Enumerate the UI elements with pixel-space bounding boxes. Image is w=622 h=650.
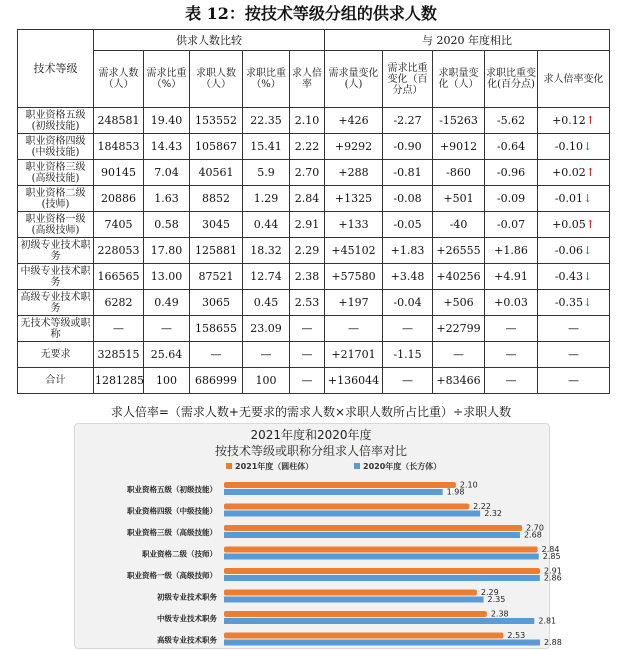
table-cell: -0.04: [383, 290, 433, 316]
bar-2021: [224, 504, 469, 510]
table-cell: -0.09: [485, 186, 538, 212]
table-row: [18, 316, 610, 342]
table-cell: 153552: [190, 108, 243, 134]
arrow-down-icon: ↓: [583, 295, 593, 309]
table-cell: -0.90: [383, 134, 433, 160]
table-cell: 1.29: [243, 186, 290, 212]
bar-2020: [224, 489, 443, 495]
data-label: 2.22: [473, 502, 491, 511]
table-cell: 90145: [94, 160, 144, 186]
bar-2021: [224, 525, 522, 531]
data-label: 2.81: [538, 616, 557, 626]
table-cell: —: [290, 316, 325, 342]
table-cell: 2.70: [290, 160, 325, 186]
table-cell: —: [538, 316, 610, 342]
table-cell: 23.09: [243, 316, 290, 342]
table-cell: 248581: [94, 108, 144, 134]
table-cell: -0.96: [485, 160, 538, 186]
page-title: 表 12：按技术等级分组的供求人数: [185, 4, 437, 23]
data-label: 2.70: [526, 523, 544, 533]
table-cell: 100: [144, 368, 190, 394]
table-cell: +136044: [325, 368, 383, 394]
table-cell: +3.48: [383, 264, 433, 290]
table-cell: +1.86: [485, 238, 538, 264]
table-cell: -1.15: [383, 342, 433, 368]
table-cell: 0.49: [144, 290, 190, 316]
column-header: 需求人数（人）: [94, 51, 144, 108]
table-cell: +506: [433, 290, 485, 316]
table-cell: 0.58: [144, 212, 190, 238]
legend-label: 2020年度（长方体）: [363, 462, 442, 471]
table-cell: +1325: [325, 186, 383, 212]
group-header-comparison: 供求人数比较: [94, 30, 325, 51]
category-label: 高级专业技术职务: [157, 635, 217, 645]
arrow-down-icon: ↓: [583, 139, 593, 153]
table-cell: +197: [325, 290, 383, 316]
table-cell: -40: [433, 212, 485, 238]
arrow-down-icon: ↓: [583, 269, 593, 283]
table-cell: -15263: [433, 108, 485, 134]
table-cell: 15.41: [243, 134, 290, 160]
table-cell: 7405: [94, 212, 144, 238]
table-cell: 19.40: [144, 108, 190, 134]
table-cell: 3065: [190, 290, 243, 316]
bar-2021: [224, 633, 503, 639]
bar-2020: [224, 640, 540, 646]
table-cell: -0.01↓: [538, 186, 610, 212]
table-cell: +9292: [325, 134, 383, 160]
table-row: [18, 264, 610, 290]
table-cell: +288: [325, 160, 383, 186]
table-cell: +0.03: [485, 290, 538, 316]
data-label: 2.38: [490, 609, 509, 619]
table-cell: 17.80: [144, 238, 190, 264]
data-label: 2.29: [480, 588, 499, 597]
row-label: 初级专业技术职务: [18, 238, 94, 264]
bar-2020: [224, 511, 480, 517]
table-cell: +0.12↑: [538, 108, 610, 134]
table-cell: 3045: [190, 212, 243, 238]
table-cell: +426: [325, 108, 383, 134]
table-cell: —: [485, 368, 538, 394]
table-cell: —: [383, 368, 433, 394]
column-header: 需求量变化(人): [325, 51, 383, 108]
group-header-vs-2020: 与 2020 年度相比: [325, 30, 610, 51]
bar-2020: [224, 532, 520, 538]
column-header: 求职比重（%）: [243, 51, 290, 108]
bar-2021: [224, 568, 540, 574]
table-cell: 8852: [190, 186, 243, 212]
table-cell: —: [290, 368, 325, 394]
table-cell: +133: [325, 212, 383, 238]
formula-note: 求人倍率=（需求人数+无要求的需求人数×求职人数所占比重）÷求职人数: [110, 405, 512, 419]
table-cell: 7.04: [144, 160, 190, 186]
table-cell: 25.64: [144, 342, 190, 368]
table-cell: 158655: [190, 316, 243, 342]
row-label: 无要求: [18, 342, 94, 368]
table-cell: —: [290, 342, 325, 368]
table-cell: 12.74: [243, 264, 290, 290]
bar-2021: [224, 590, 477, 596]
table-cell: 2.10: [290, 108, 325, 134]
table-cell: 87521: [190, 264, 243, 290]
supply-demand-table: [17, 29, 610, 394]
table-cell: —: [433, 342, 485, 368]
table-cell: 13.00: [144, 264, 190, 290]
arrow-up-icon: ↑: [585, 165, 595, 179]
category-label: 中级专业技术职务: [157, 614, 217, 623]
category-label: 职业资格一级（高级技师）: [127, 571, 217, 580]
table-row: [18, 108, 610, 134]
data-label: 2.88: [544, 638, 562, 647]
table-cell: -0.10↓: [538, 134, 610, 160]
table-cell: -860: [433, 160, 485, 186]
chart-title: 2021年度和2020年度: [250, 428, 372, 442]
table-cell: —: [485, 316, 538, 342]
table-cell: +22799: [433, 316, 485, 342]
column-header: 需求比重（%）: [144, 51, 190, 108]
table-cell: -0.35↓: [538, 290, 610, 316]
arrow-down-icon: ↓: [583, 191, 593, 205]
table-cell: 20886: [94, 186, 144, 212]
table-cell: 184853: [94, 134, 144, 160]
table-cell: -0.43↓: [538, 264, 610, 290]
table-cell: —: [325, 316, 383, 342]
data-label: 2.32: [484, 509, 503, 518]
table-cell: -5.62: [485, 108, 538, 134]
row-label: 职业资格四级(中级技能): [18, 134, 94, 160]
data-label: 2.53: [507, 631, 526, 640]
table-cell: 2.84: [290, 186, 325, 212]
table-row: [18, 212, 610, 238]
bar-2021: [224, 547, 538, 553]
row-label: 中级专业技术职务: [18, 264, 94, 290]
bar-2020: [224, 554, 539, 560]
legend-label: 2021年度（圆柱体）: [235, 462, 314, 471]
category-label: 职业资格二级（技师）: [142, 549, 217, 559]
row-header: 技术等级: [18, 30, 94, 108]
table-row: [18, 342, 610, 368]
table-cell: 228053: [94, 238, 144, 264]
table-cell: 1.63: [144, 186, 190, 212]
table-cell: +26555: [433, 238, 485, 264]
table-cell: -0.81: [383, 160, 433, 186]
table-cell: +83466: [433, 368, 485, 394]
legend-swatch: [226, 463, 232, 469]
table-cell: -0.64: [485, 134, 538, 160]
table-row: [18, 238, 610, 264]
table-cell: 105867: [190, 134, 243, 160]
legend-swatch: [354, 463, 360, 469]
table-cell: 1281285: [94, 368, 144, 394]
row-label: 职业资格三级(高级技能): [18, 160, 94, 186]
data-label: 2.84: [541, 545, 560, 554]
column-header: 求职量变化（人）: [433, 51, 485, 108]
column-header: 求人倍率变化: [538, 51, 610, 108]
chart-subtitle: 按技术等级或职称分组求人倍率对比: [214, 444, 408, 458]
table-cell: -0.08: [383, 186, 433, 212]
table-cell: +57580: [325, 264, 383, 290]
arrow-up-icon: ↑: [585, 217, 595, 231]
bar-2021: [224, 482, 456, 488]
table-row: [18, 160, 610, 186]
table-cell: 2.91: [290, 212, 325, 238]
table-cell: 0.45: [243, 290, 290, 316]
category-label: 初级专业技术职务: [157, 592, 217, 602]
arrow-down-icon: ↓: [583, 243, 593, 257]
row-label: 合计: [18, 368, 94, 394]
table-row: [18, 290, 610, 316]
table-cell: 6282: [94, 290, 144, 316]
column-header: 需求比重变化（百分点）: [383, 51, 433, 108]
table-cell: +9012: [433, 134, 485, 160]
data-label: 2.68: [523, 530, 542, 540]
table-cell: 2.53: [290, 290, 325, 316]
table-cell: -0.06↓: [538, 238, 610, 264]
data-label: 1.98: [446, 487, 465, 497]
column-header: 求人倍率: [290, 51, 325, 108]
table-cell: —: [538, 368, 610, 394]
table-cell: +1.83: [383, 238, 433, 264]
row-label: 职业资格二级(技师): [18, 186, 94, 212]
data-label: 2.35: [487, 595, 506, 604]
arrow-up-icon: ↑: [585, 113, 595, 127]
table-cell: 686999: [190, 368, 243, 394]
row-label: 职业资格五级(初级技能): [18, 108, 94, 134]
table-cell: -0.07: [485, 212, 538, 238]
column-header: 求职人数（人）: [190, 51, 243, 108]
table-cell: 18.32: [243, 238, 290, 264]
row-label: 高级专业技术职务: [18, 290, 94, 316]
bar-2020: [224, 575, 540, 581]
table-row: [18, 186, 610, 212]
table-cell: 0.44: [243, 212, 290, 238]
table-cell: 2.29: [290, 238, 325, 264]
table-cell: 100: [243, 368, 290, 394]
table-cell: —: [538, 342, 610, 368]
category-label: 职业资格四级（中级技能）: [127, 506, 217, 516]
table-cell: —: [190, 342, 243, 368]
table-cell: +40256: [433, 264, 485, 290]
table-cell: -0.05: [383, 212, 433, 238]
table-cell: 40561: [190, 160, 243, 186]
bar-2021: [224, 611, 487, 617]
table-cell: 2.38: [290, 264, 325, 290]
ratio-comparison-chart: [74, 423, 562, 647]
table-cell: —: [94, 316, 144, 342]
table-cell: +501: [433, 186, 485, 212]
table-cell: +21701: [325, 342, 383, 368]
data-label: 2.86: [543, 573, 562, 583]
table-cell: 22.35: [243, 108, 290, 134]
table-row: [18, 134, 610, 160]
bar-2020: [224, 618, 534, 624]
table-cell: +0.05↑: [538, 212, 610, 238]
table-cell: —: [144, 316, 190, 342]
data-label: 2.10: [459, 480, 478, 490]
table-cell: 125881: [190, 238, 243, 264]
bar-2020: [224, 597, 484, 603]
table-cell: —: [485, 342, 538, 368]
table-cell: 2.22: [290, 134, 325, 160]
table-cell: 328515: [94, 342, 144, 368]
data-label: 2.91: [544, 566, 562, 576]
table-cell: —: [383, 316, 433, 342]
data-label: 2.85: [542, 552, 561, 561]
row-label: 无技术等级或职称: [18, 316, 94, 342]
table-cell: +4.91: [485, 264, 538, 290]
table-cell: 166565: [94, 264, 144, 290]
category-label: 职业资格三级（高级技能）: [127, 528, 217, 537]
table-cell: -2.27: [383, 108, 433, 134]
table-cell: +45102: [325, 238, 383, 264]
column-header: 求职比重变化(百分点): [485, 51, 538, 108]
table-cell: 5.9: [243, 160, 290, 186]
category-label: 职业资格五级（初级技能）: [127, 485, 217, 494]
table-cell: 14.43: [144, 134, 190, 160]
table-row: [18, 368, 610, 394]
row-label: 职业资格一级(高级技师): [18, 212, 94, 238]
table-cell: +0.02↑: [538, 160, 610, 186]
table-cell: —: [243, 342, 290, 368]
